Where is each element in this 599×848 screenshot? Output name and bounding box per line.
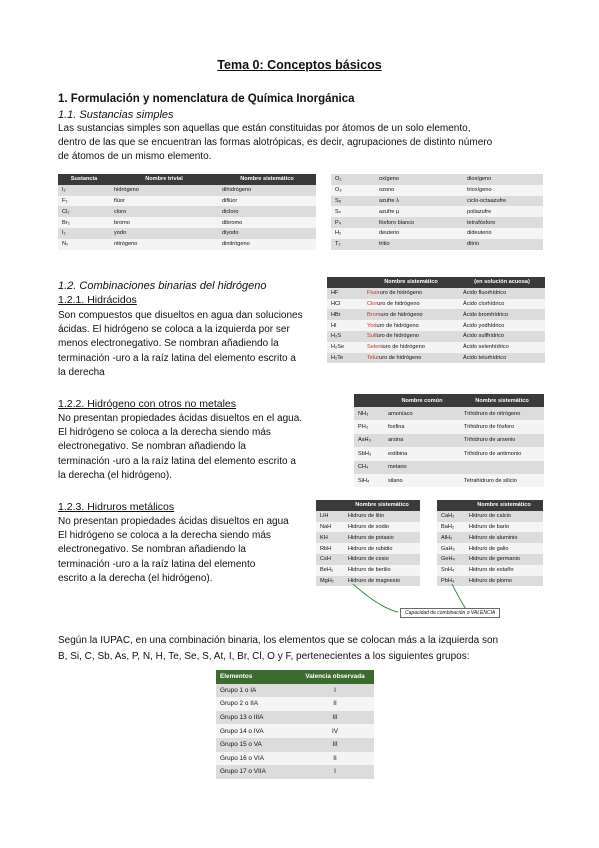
- table-cell: Grupo 17 o VIIA: [216, 765, 296, 779]
- table-cell: diyodo: [218, 228, 316, 239]
- table-cell: metano: [384, 461, 460, 474]
- formula-cell: H₂Se: [327, 342, 363, 353]
- table-header-row: [216, 670, 374, 684]
- table-cell: ozono: [375, 185, 463, 196]
- suffix-text: uro de hidrógeno: [376, 322, 419, 329]
- table-cell: tetrafósforo: [463, 217, 543, 228]
- text-line: de átomos de un mismo elemento.: [58, 151, 212, 163]
- formula-cell: H₂: [331, 228, 375, 239]
- formula-cell: Cl₂: [58, 206, 110, 217]
- formula-cell: HBr: [327, 309, 363, 320]
- table-cell: Trihidruro de nitrógeno: [460, 407, 544, 420]
- text-line: Son compuestos que disueltos en agua dan soluciones: [58, 310, 303, 321]
- formula-cell: N₂: [58, 239, 110, 250]
- column-header: Valencia observada: [296, 670, 374, 684]
- subsection-heading: 1.2. Combinaciones binarias del hidrógeno: [58, 280, 267, 292]
- table-row: [216, 697, 374, 711]
- table-cell: deuterio: [375, 228, 463, 239]
- column-header: Elementos: [216, 670, 296, 684]
- table-cell: Hidruro de litio: [344, 511, 420, 522]
- table-cell: azufre μ: [375, 206, 463, 217]
- valence-cell: I: [296, 684, 374, 698]
- suffix-text: uro de hidrógeno: [379, 354, 422, 361]
- table-cell: tritio: [375, 239, 463, 250]
- table-cell: ditrio: [463, 239, 543, 250]
- text-line: B, Si, C, Sb, As, P, N, H, Te, Se, S, At, I, Br, Cl, O y F, pertenecientes a los siguientes grupos:: [58, 651, 470, 662]
- table-row: [216, 684, 374, 698]
- table-cell: nitrógeno: [110, 239, 218, 250]
- root-text: Yod: [367, 322, 377, 329]
- formula-cell: MgH₂: [316, 576, 344, 587]
- formula-cell: CaH₂: [437, 511, 465, 522]
- table-cell: diflúor: [218, 196, 316, 207]
- formula-cell: F₂: [58, 196, 110, 207]
- text-line: El hidrógeno se coloca a la derecha siendo más: [58, 427, 271, 439]
- subsubsection-heading: 1.2.2. Hidrógeno con otros no metales: [58, 398, 237, 410]
- suffix-text: uro de hidrógeno: [376, 333, 419, 340]
- formula-cell: PbH₄: [437, 576, 465, 587]
- subsubsection-heading: 1.2.1. Hidrácidos: [58, 294, 137, 306]
- root-text: Sulf: [367, 333, 377, 340]
- table-cell: fósforo blanco: [375, 217, 463, 228]
- paragraph-iupac: [58, 633, 498, 665]
- section-heading: 1. Formulación y nomenclatura de Química Inorgánica: [58, 93, 355, 105]
- table-cell: Hidruro de plomo: [465, 576, 543, 587]
- table-cell: Hidruro de sodio: [344, 522, 420, 533]
- root-text: Fluor: [367, 290, 380, 297]
- column-header: Sustancia: [58, 174, 110, 185]
- table-cell: Hidruro de calcio: [465, 511, 543, 522]
- formula-cell: I₂: [58, 228, 110, 239]
- text-line: Las sustancias simples son aquellas que están constituidas por átomos de un solo elemento,: [58, 123, 471, 134]
- table-cell: Ácido sulfhídrico: [459, 331, 545, 342]
- suffix-text: uro de hidrógeno: [379, 290, 423, 297]
- text-line: la derecha (el hidrógeno).: [58, 469, 172, 481]
- column-header: Nombre sistemático: [218, 174, 316, 185]
- arrow-line-right: [452, 584, 466, 609]
- table-cell: flúor: [110, 196, 218, 207]
- column-header: (en solución acuosa): [459, 277, 545, 288]
- root-text: Selen: [367, 344, 382, 351]
- text-line: dentro de las que se encuentran las formas alotrópicas, es decir, agrupaciones de distinto número: [58, 137, 493, 149]
- table-row: [216, 711, 374, 725]
- table-cell: Grupo 2 o IIA: [216, 697, 296, 711]
- table-cell: Ácido selenhídrico: [459, 342, 545, 353]
- table-cell: dicloro: [218, 206, 316, 217]
- table-cell: arsina: [384, 434, 460, 447]
- valence-cell: I: [296, 765, 374, 779]
- text-line: terminación -uro a la raíz latina del elemento escrito a: [58, 352, 296, 364]
- table-cell: Grupo 16 o VIA: [216, 752, 296, 766]
- table-cell: Grupo 1 o IA: [216, 684, 296, 698]
- formula-cell: H₂S: [327, 331, 363, 342]
- column-header: Nombre trivial: [110, 174, 218, 185]
- table-cell: dideuterio: [463, 228, 543, 239]
- formula-cell: Sₙ: [331, 206, 375, 217]
- formula-cell: SbH₃: [354, 447, 384, 460]
- suffix-text: uro de hidrógeno: [380, 311, 423, 318]
- suffix-text: iuro de hidrógeno: [381, 344, 425, 351]
- table-cell: Hidruro de cesio: [344, 554, 420, 565]
- valence-cell: II: [296, 697, 374, 711]
- column-header: Nombre sistemático: [344, 500, 420, 511]
- table-cell: Hidruro de aluminio: [465, 532, 543, 543]
- table-cell: ciclo-octaazufre: [463, 196, 543, 207]
- text-line: electronegativo. Se nombran añadiendo la: [58, 544, 246, 556]
- formula-cell: O₃: [331, 185, 375, 196]
- table-cell: amoníaco: [384, 407, 460, 420]
- formula-cell: AlH₃: [437, 532, 465, 543]
- text-line: la derecha: [58, 366, 105, 378]
- table-cell: Hidruro de bario: [465, 522, 543, 533]
- formula-cell: SiH₄: [354, 474, 384, 487]
- formula-cell: I₂: [58, 185, 110, 196]
- formula-cell: HCl: [327, 299, 363, 310]
- text-line: terminación -uro a la raíz latina del elemento escrito a: [58, 455, 296, 467]
- formula-cell: AsH₃: [354, 434, 384, 447]
- formula-cell: BaH₂: [437, 522, 465, 533]
- table-cell: Hidruro de germanio: [465, 554, 543, 565]
- table-cell: Grupo 13 o IIIA: [216, 711, 296, 725]
- text-line: No presentan propiedades ácidas disueltos en agua: [58, 516, 289, 527]
- formula-cell: PH₃: [354, 420, 384, 433]
- column-header: Nombre sistemático: [460, 394, 544, 407]
- table-cell: dioxígeno: [463, 174, 543, 185]
- table-row: [216, 724, 374, 738]
- formula-cell: SnH₄: [437, 565, 465, 576]
- table-cell: yodo: [110, 228, 218, 239]
- table-cell: Tetrahidruro de silicio: [460, 474, 544, 487]
- formula-cell: KH: [316, 532, 344, 543]
- valence-cell: IV: [296, 724, 374, 738]
- subsection-heading: 1.1. Sustancias simples: [58, 109, 174, 121]
- column-header: Nombre sistemático: [363, 277, 459, 288]
- table-cell: Ácido fluorhídrico: [459, 288, 545, 299]
- table-cell: Trihidruro de arsenio: [460, 434, 544, 447]
- column-header: Nombre común: [384, 394, 460, 407]
- table-cell: trioxígeno: [463, 185, 543, 196]
- valence-cell: III: [296, 738, 374, 752]
- page-title: Tema 0: Conceptos básicos: [217, 58, 382, 72]
- table-cell: poliazufre: [463, 206, 543, 217]
- table-cell: Trihidruro de fósforo: [460, 420, 544, 433]
- formula-cell: T₂: [331, 239, 375, 250]
- formula-cell: RbH: [316, 543, 344, 554]
- subsubsection-heading: 1.2.3. Hidruros metálicos: [58, 501, 175, 513]
- table-cell: silano: [384, 474, 460, 487]
- valence-cell: II: [296, 752, 374, 766]
- table-cell: estibina: [384, 447, 460, 460]
- formula-cell: GeH₄: [437, 554, 465, 565]
- formula-cell: HF: [327, 288, 363, 299]
- valencia-note: Capacidad de combinación o VALENCIA: [400, 608, 500, 618]
- root-text: Clor: [367, 300, 378, 307]
- formula-cell: O₂: [331, 174, 375, 185]
- text-line: electronegativo. Se nombran añadiendo la: [58, 441, 246, 453]
- table-cell: Grupo 15 o VA: [216, 738, 296, 752]
- table-cell: Hidruro de magnesio: [344, 576, 420, 587]
- table-cell: Hidruro de berilio: [344, 565, 420, 576]
- formula-cell: NH₃: [354, 407, 384, 420]
- table-cell: fosfina: [384, 420, 460, 433]
- formula-cell: S₈: [331, 196, 375, 207]
- formula-cell: H₂Te: [327, 353, 363, 364]
- suffix-text: uro de hidrógeno: [377, 300, 420, 307]
- table-cell: bromo: [110, 217, 218, 228]
- table-cell: Hidruro de potasio: [344, 532, 420, 543]
- table-cell: dihidrógeno: [218, 185, 316, 196]
- table-cell: oxígeno: [375, 174, 463, 185]
- formula-cell: CH₄: [354, 461, 384, 474]
- valencia-table: [216, 670, 374, 779]
- table-cell: Hidruro de galio: [465, 543, 543, 554]
- table-cell: Ácido clorhídrico: [459, 299, 545, 310]
- table-cell: azufre λ: [375, 196, 463, 207]
- table-cell: Ácido bromhídrico: [459, 309, 545, 320]
- formula-cell: BeH₂: [316, 565, 344, 576]
- arrow-line-left: [353, 584, 398, 612]
- table-cell: hidrógeno: [110, 185, 218, 196]
- table-cell: Grupo 14 o IVA: [216, 724, 296, 738]
- table-cell: Hidruro de estaño: [465, 565, 543, 576]
- formula-cell: P₄: [331, 217, 375, 228]
- text-line: escrito a la derecha (el hidrógeno).: [58, 572, 213, 584]
- formula-cell: Br₂: [58, 217, 110, 228]
- table-cell: Ácido yodhídrico: [459, 320, 545, 331]
- text-line: menos electronegativo. Se nombran añadiendo la: [58, 338, 279, 350]
- table-row: [216, 738, 374, 752]
- formula-cell: GaH₃: [437, 543, 465, 554]
- text-line: Según la IUPAC, en una combinación binaria, los elementos que se colocan más a la izquierda son: [58, 635, 499, 646]
- text-line: No presentan propiedades ácidas disueltos en el agua.: [58, 413, 303, 424]
- formula-cell: LiH: [316, 511, 344, 522]
- column-header: Nombre sistemático: [465, 500, 543, 511]
- formula-cell: CsH: [316, 554, 344, 565]
- text-line: terminación -uro a la raíz latina del elemento: [58, 558, 256, 570]
- table-row: [216, 765, 374, 779]
- table-cell: cloro: [110, 206, 218, 217]
- table-cell: Ácido telurhídrico: [459, 353, 545, 364]
- table-row: [216, 752, 374, 766]
- table-cell: dinitrógeno: [218, 239, 316, 250]
- text-line: El hidrógeno se coloca a la derecha siendo más: [58, 530, 271, 542]
- root-text: Brom: [367, 311, 381, 318]
- valence-cell: III: [296, 711, 374, 725]
- table-cell: Hidruro de rubidio: [344, 543, 420, 554]
- root-text: Telur: [367, 354, 380, 361]
- table-cell: dibromo: [218, 217, 316, 228]
- formula-cell: HI: [327, 320, 363, 331]
- formula-cell: NaH: [316, 522, 344, 533]
- table-cell: Trihidruro de antimonio: [460, 447, 544, 460]
- text-line: ácidas. El hidrógeno se coloca a la izquierda por ser: [58, 324, 290, 336]
